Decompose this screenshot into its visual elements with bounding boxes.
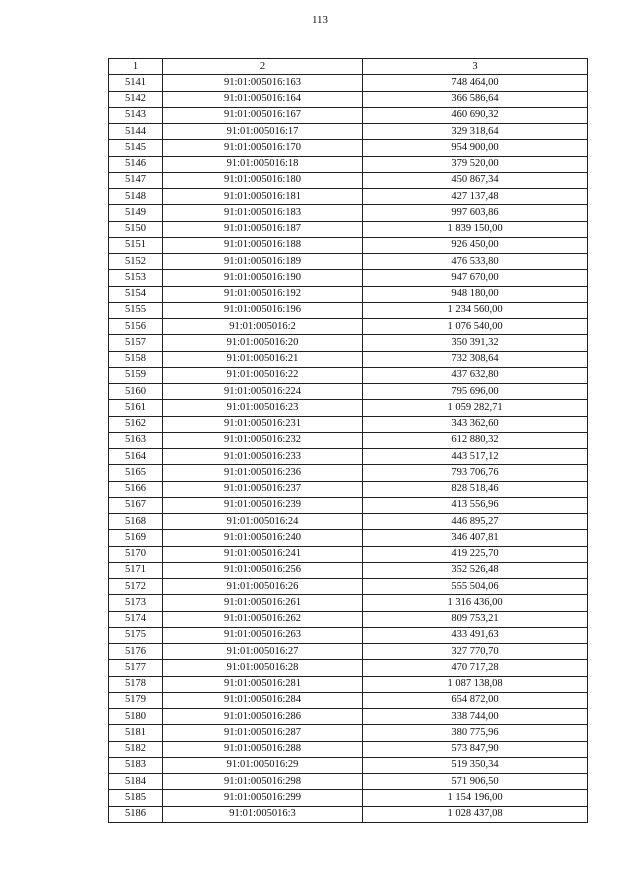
- row-number-cell: 5150: [109, 221, 163, 237]
- cadastral-number-cell: 91:01:005016:18: [163, 156, 363, 172]
- value-cell: 470 717,28: [363, 660, 588, 676]
- row-number-cell: 5149: [109, 205, 163, 221]
- row-number-cell: 5145: [109, 140, 163, 156]
- value-cell: 612 880,32: [363, 432, 588, 448]
- value-cell: 748 464,00: [363, 75, 588, 91]
- row-number-cell: 5173: [109, 595, 163, 611]
- cadastral-number-cell: 91:01:005016:2: [163, 319, 363, 335]
- value-cell: 654 872,00: [363, 692, 588, 708]
- value-cell: 338 744,00: [363, 709, 588, 725]
- value-cell: 327 770,70: [363, 644, 588, 660]
- cadastral-number-cell: 91:01:005016:167: [163, 107, 363, 123]
- row-number-cell: 5142: [109, 91, 163, 107]
- page-number: 113: [311, 14, 329, 26]
- table-row: [109, 530, 588, 546]
- cadastral-number-cell: 91:01:005016:298: [163, 774, 363, 790]
- row-number-cell: 5156: [109, 319, 163, 335]
- cadastral-number-cell: 91:01:005016:236: [163, 465, 363, 481]
- table-row: [109, 692, 588, 708]
- table-row: [109, 140, 588, 156]
- value-cell: 379 520,00: [363, 156, 588, 172]
- row-number-cell: 5141: [109, 75, 163, 91]
- table-row: [109, 91, 588, 107]
- cadastral-number-cell: 91:01:005016:192: [163, 286, 363, 302]
- value-cell: 1 076 540,00: [363, 319, 588, 335]
- cadastral-number-cell: 91:01:005016:26: [163, 579, 363, 595]
- table-row: [109, 806, 588, 822]
- row-number-cell: 5144: [109, 124, 163, 140]
- column-header-3: 3: [363, 59, 588, 75]
- table-row: [109, 384, 588, 400]
- cadastral-number-cell: 91:01:005016:233: [163, 449, 363, 465]
- column-header-1: 1: [109, 59, 163, 75]
- value-cell: 954 900,00: [363, 140, 588, 156]
- value-cell: 1 028 437,08: [363, 806, 588, 822]
- row-number-cell: 5168: [109, 514, 163, 530]
- table-row: [109, 660, 588, 676]
- table-row: [109, 725, 588, 741]
- table-row: [109, 270, 588, 286]
- row-number-cell: 5148: [109, 189, 163, 205]
- row-number-cell: 5183: [109, 757, 163, 773]
- table-row: [109, 189, 588, 205]
- value-cell: 346 407,81: [363, 530, 588, 546]
- column-header-2: 2: [163, 59, 363, 75]
- cadastral-number-cell: 91:01:005016:28: [163, 660, 363, 676]
- cadastral-number-cell: 91:01:005016:29: [163, 757, 363, 773]
- table-row: [109, 709, 588, 725]
- table-row: [109, 562, 588, 578]
- cadastral-number-cell: 91:01:005016:190: [163, 270, 363, 286]
- value-cell: 350 391,32: [363, 335, 588, 351]
- row-number-cell: 5176: [109, 644, 163, 660]
- cadastral-number-cell: 91:01:005016:288: [163, 741, 363, 757]
- value-cell: 997 603,86: [363, 205, 588, 221]
- cadastral-number-cell: 91:01:005016:27: [163, 644, 363, 660]
- table-row: [109, 449, 588, 465]
- cadastral-number-cell: 91:01:005016:241: [163, 546, 363, 562]
- row-number-cell: 5181: [109, 725, 163, 741]
- value-cell: 1 839 150,00: [363, 221, 588, 237]
- cadastral-number-cell: 91:01:005016:180: [163, 172, 363, 188]
- table-row: [109, 465, 588, 481]
- cadastral-number-cell: 91:01:005016:22: [163, 367, 363, 383]
- table-row: [109, 416, 588, 432]
- value-cell: 329 318,64: [363, 124, 588, 140]
- row-number-cell: 5169: [109, 530, 163, 546]
- cadastral-number-cell: 91:01:005016:24: [163, 514, 363, 530]
- table-row: [109, 497, 588, 513]
- row-number-cell: 5180: [109, 709, 163, 725]
- row-number-cell: 5174: [109, 611, 163, 627]
- table-row: [109, 75, 588, 91]
- cadastral-number-cell: 91:01:005016:170: [163, 140, 363, 156]
- table-row: [109, 481, 588, 497]
- row-number-cell: 5159: [109, 367, 163, 383]
- table-row: [109, 172, 588, 188]
- value-cell: 476 533,80: [363, 254, 588, 270]
- value-cell: 352 526,48: [363, 562, 588, 578]
- cadastral-number-cell: 91:01:005016:284: [163, 692, 363, 708]
- cadastral-number-cell: 91:01:005016:183: [163, 205, 363, 221]
- table-row: [109, 627, 588, 643]
- table-row: [109, 205, 588, 221]
- table-row: [109, 367, 588, 383]
- row-number-cell: 5153: [109, 270, 163, 286]
- row-number-cell: 5171: [109, 562, 163, 578]
- cadastral-number-cell: 91:01:005016:164: [163, 91, 363, 107]
- value-cell: 437 632,80: [363, 367, 588, 383]
- table-row: [109, 546, 588, 562]
- row-number-cell: 5165: [109, 465, 163, 481]
- table-row: [109, 741, 588, 757]
- row-number-cell: 5160: [109, 384, 163, 400]
- row-number-cell: 5170: [109, 546, 163, 562]
- cadastral-number-cell: 91:01:005016:239: [163, 497, 363, 513]
- cadastral-number-cell: 91:01:005016:163: [163, 75, 363, 91]
- cadastral-number-cell: 91:01:005016:231: [163, 416, 363, 432]
- row-number-cell: 5167: [109, 497, 163, 513]
- table-row: [109, 156, 588, 172]
- row-number-cell: 5146: [109, 156, 163, 172]
- value-cell: 926 450,00: [363, 237, 588, 253]
- cadastral-number-cell: 91:01:005016:20: [163, 335, 363, 351]
- table-row: [109, 514, 588, 530]
- row-number-cell: 5154: [109, 286, 163, 302]
- cadastral-number-cell: 91:01:005016:21: [163, 351, 363, 367]
- cadastral-number-cell: 91:01:005016:281: [163, 676, 363, 692]
- cadastral-number-cell: 91:01:005016:286: [163, 709, 363, 725]
- value-cell: 450 867,34: [363, 172, 588, 188]
- row-number-cell: 5157: [109, 335, 163, 351]
- value-cell: 828 518,46: [363, 481, 588, 497]
- value-cell: 343 362,60: [363, 416, 588, 432]
- table-row: [109, 790, 588, 806]
- value-cell: 555 504,06: [363, 579, 588, 595]
- value-cell: 1 087 138,08: [363, 676, 588, 692]
- table-row: [109, 432, 588, 448]
- table-row: [109, 124, 588, 140]
- value-cell: 419 225,70: [363, 546, 588, 562]
- row-number-cell: 5147: [109, 172, 163, 188]
- cadastral-number-cell: 91:01:005016:237: [163, 481, 363, 497]
- value-cell: 519 350,34: [363, 757, 588, 773]
- value-cell: 948 180,00: [363, 286, 588, 302]
- table-row: [109, 237, 588, 253]
- cadastral-number-cell: 91:01:005016:262: [163, 611, 363, 627]
- row-number-cell: 5184: [109, 774, 163, 790]
- value-cell: 460 690,32: [363, 107, 588, 123]
- table-row: [109, 579, 588, 595]
- cadastral-number-cell: 91:01:005016:224: [163, 384, 363, 400]
- value-cell: 380 775,96: [363, 725, 588, 741]
- table-row: [109, 595, 588, 611]
- row-number-cell: 5175: [109, 627, 163, 643]
- row-number-cell: 5185: [109, 790, 163, 806]
- value-cell: 433 491,63: [363, 627, 588, 643]
- value-cell: 809 753,21: [363, 611, 588, 627]
- row-number-cell: 5177: [109, 660, 163, 676]
- value-cell: 1 316 436,00: [363, 595, 588, 611]
- value-cell: 795 696,00: [363, 384, 588, 400]
- cadastral-number-cell: 91:01:005016:263: [163, 627, 363, 643]
- cadastral-number-cell: 91:01:005016:256: [163, 562, 363, 578]
- value-cell: 427 137,48: [363, 189, 588, 205]
- table-row: [109, 774, 588, 790]
- cadastral-number-cell: 91:01:005016:188: [163, 237, 363, 253]
- table-row: [109, 757, 588, 773]
- row-number-cell: 5158: [109, 351, 163, 367]
- table-row: [109, 319, 588, 335]
- value-cell: 443 517,12: [363, 449, 588, 465]
- value-cell: 732 308,64: [363, 351, 588, 367]
- row-number-cell: 5155: [109, 302, 163, 318]
- value-cell: 947 670,00: [363, 270, 588, 286]
- table-row: [109, 107, 588, 123]
- value-cell: 366 586,64: [363, 91, 588, 107]
- row-number-cell: 5164: [109, 449, 163, 465]
- value-cell: 573 847,90: [363, 741, 588, 757]
- table-row: [109, 351, 588, 367]
- table-row: [109, 400, 588, 416]
- cadastral-number-cell: 91:01:005016:187: [163, 221, 363, 237]
- value-cell: 413 556,96: [363, 497, 588, 513]
- row-number-cell: 5166: [109, 481, 163, 497]
- cadastral-number-cell: 91:01:005016:299: [163, 790, 363, 806]
- row-number-cell: 5161: [109, 400, 163, 416]
- cadastral-number-cell: 91:01:005016:287: [163, 725, 363, 741]
- row-number-cell: 5182: [109, 741, 163, 757]
- row-number-cell: 5163: [109, 432, 163, 448]
- row-number-cell: 5186: [109, 806, 163, 822]
- registry-table: [108, 58, 588, 823]
- value-cell: 793 706,76: [363, 465, 588, 481]
- row-number-cell: 5172: [109, 579, 163, 595]
- cadastral-number-cell: 91:01:005016:23: [163, 400, 363, 416]
- table-row: [109, 611, 588, 627]
- table-header-row: [109, 59, 588, 75]
- row-number-cell: 5178: [109, 676, 163, 692]
- table-row: [109, 335, 588, 351]
- table-row: [109, 644, 588, 660]
- value-cell: 1 154 196,00: [363, 790, 588, 806]
- row-number-cell: 5179: [109, 692, 163, 708]
- value-cell: 1 234 560,00: [363, 302, 588, 318]
- table-row: [109, 676, 588, 692]
- row-number-cell: 5152: [109, 254, 163, 270]
- cadastral-number-cell: 91:01:005016:189: [163, 254, 363, 270]
- cadastral-number-cell: 91:01:005016:240: [163, 530, 363, 546]
- row-number-cell: 5151: [109, 237, 163, 253]
- value-cell: 571 906,50: [363, 774, 588, 790]
- value-cell: 1 059 282,71: [363, 400, 588, 416]
- cadastral-number-cell: 91:01:005016:261: [163, 595, 363, 611]
- table-row: [109, 302, 588, 318]
- table-row: [109, 221, 588, 237]
- cadastral-number-cell: 91:01:005016:3: [163, 806, 363, 822]
- cadastral-number-cell: 91:01:005016:17: [163, 124, 363, 140]
- cadastral-number-cell: 91:01:005016:232: [163, 432, 363, 448]
- row-number-cell: 5162: [109, 416, 163, 432]
- table-row: [109, 254, 588, 270]
- table-row: [109, 286, 588, 302]
- cadastral-number-cell: 91:01:005016:196: [163, 302, 363, 318]
- value-cell: 446 895,27: [363, 514, 588, 530]
- cadastral-number-cell: 91:01:005016:181: [163, 189, 363, 205]
- row-number-cell: 5143: [109, 107, 163, 123]
